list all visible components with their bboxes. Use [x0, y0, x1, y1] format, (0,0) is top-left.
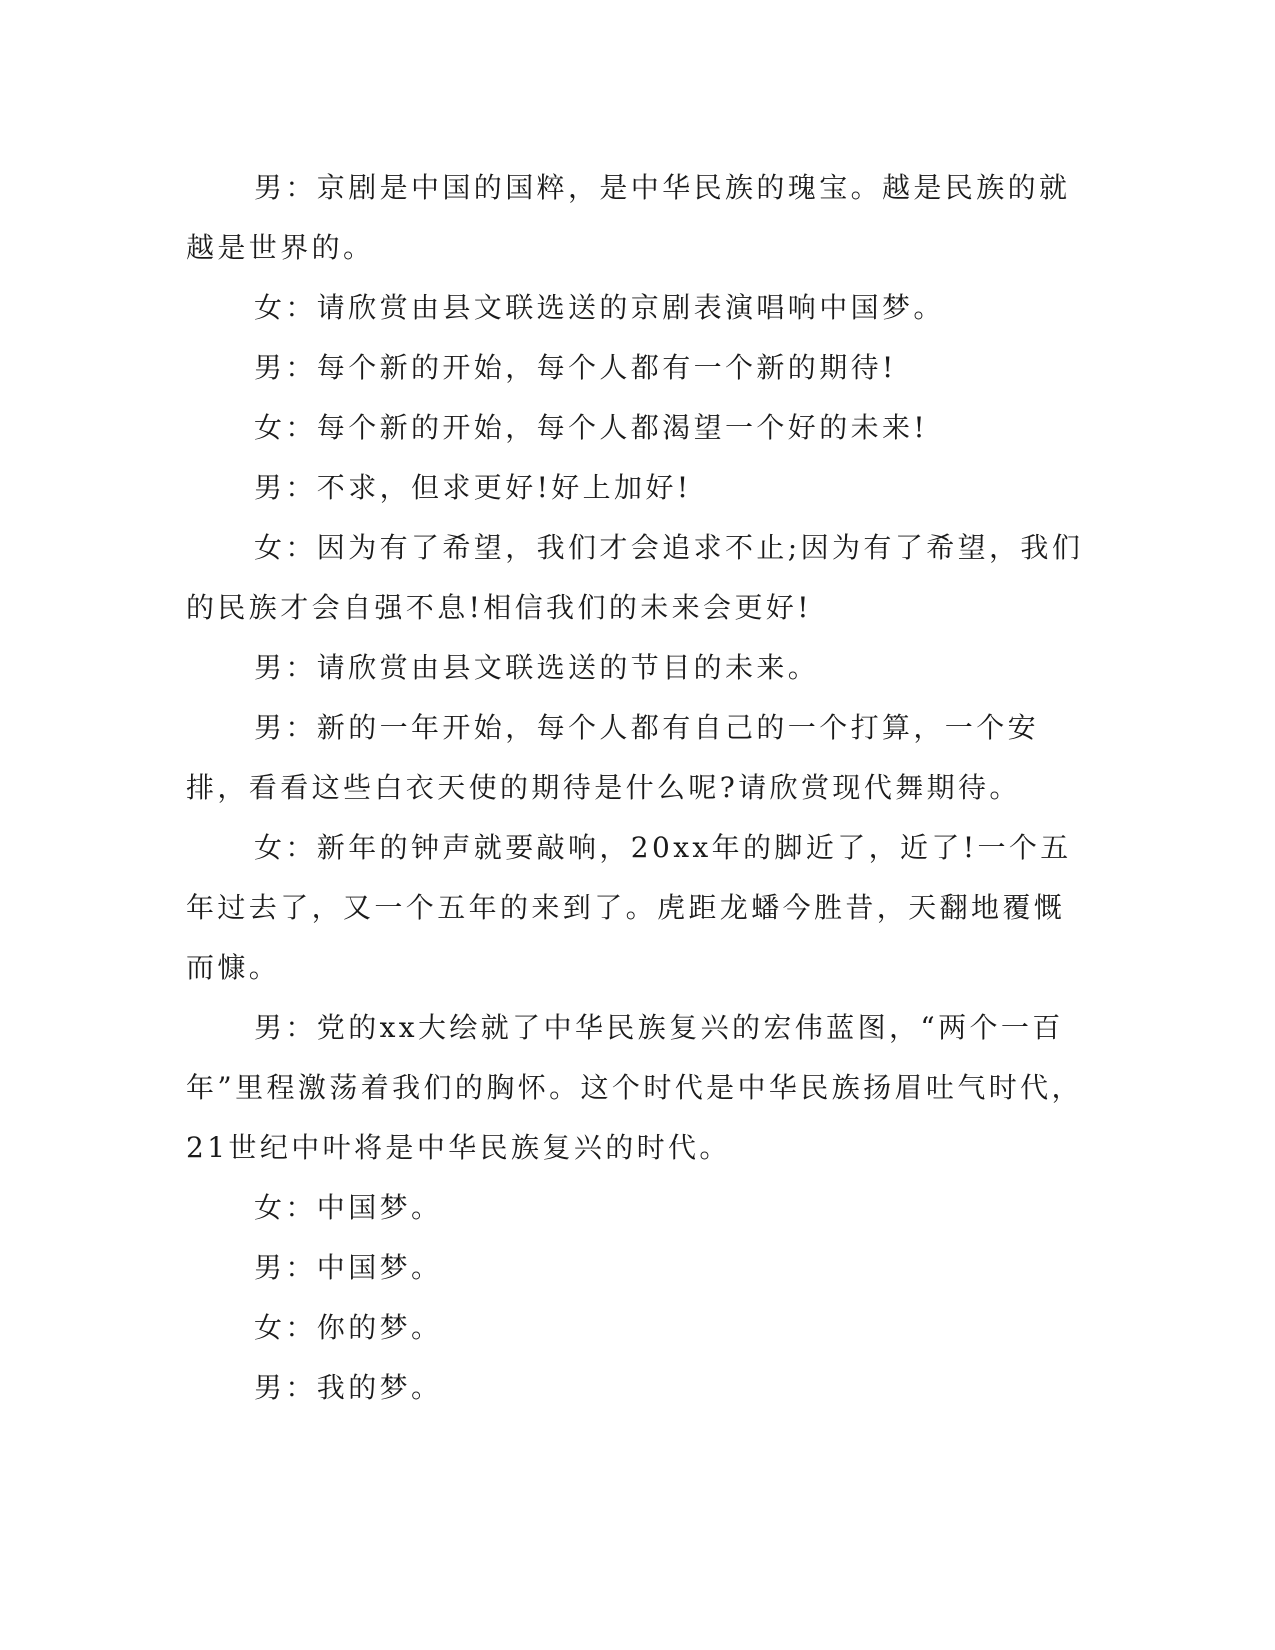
- paragraph: 女：你的梦。: [254, 1311, 443, 1344]
- paragraph: 男：我的梦。: [254, 1371, 443, 1404]
- paragraph: 男：请欣赏由县文联选送的节目的未来。: [254, 651, 820, 684]
- paragraph: 男：每个新的开始，每个人都有一个新的期待!: [254, 351, 897, 384]
- paragraph: 女：中国梦。: [254, 1191, 443, 1224]
- paragraph: 男：京剧是中国的国粹，是中华民族的瑰宝。越是民族的就越是世界的。: [186, 171, 1071, 264]
- paragraph: 男：中国梦。: [254, 1251, 443, 1284]
- document-body: [186, 158, 1086, 1418]
- paragraph: 男：新的一年开始，每个人都有自己的一个打算，一个安排，看看这些白衣天使的期待是什么呢?请欣赏现代舞期待。: [186, 711, 1040, 804]
- paragraph: 女：因为有了希望，我们才会追求不止;因为有了希望，我们的民族才会自强不息!相信我们的未来会更好!: [186, 531, 1084, 624]
- paragraph: 女：每个新的开始，每个人都渴望一个好的未来!: [254, 411, 929, 444]
- paragraph: 女：新年的钟声就要敲响，20xx年的脚近了，近了!一个五年过去了，又一个五年的来到了。虎距龙蟠今胜昔，天翻地覆慨而慷。: [186, 831, 1072, 984]
- paragraph: 男：不求，但求更好!好上加好!: [254, 471, 692, 504]
- paragraph: 女：请欣赏由县文联选送的京剧表演唱响中国梦。: [254, 291, 945, 324]
- paragraph: 男：党的xx大绘就了中华民族复兴的宏伟蓝图，“两个一百年”里程激荡着我们的胸怀。这个时代是中华民族扬眉吐气时代，21世纪中叶将是中华民族复兴的时代。: [186, 1011, 1083, 1164]
